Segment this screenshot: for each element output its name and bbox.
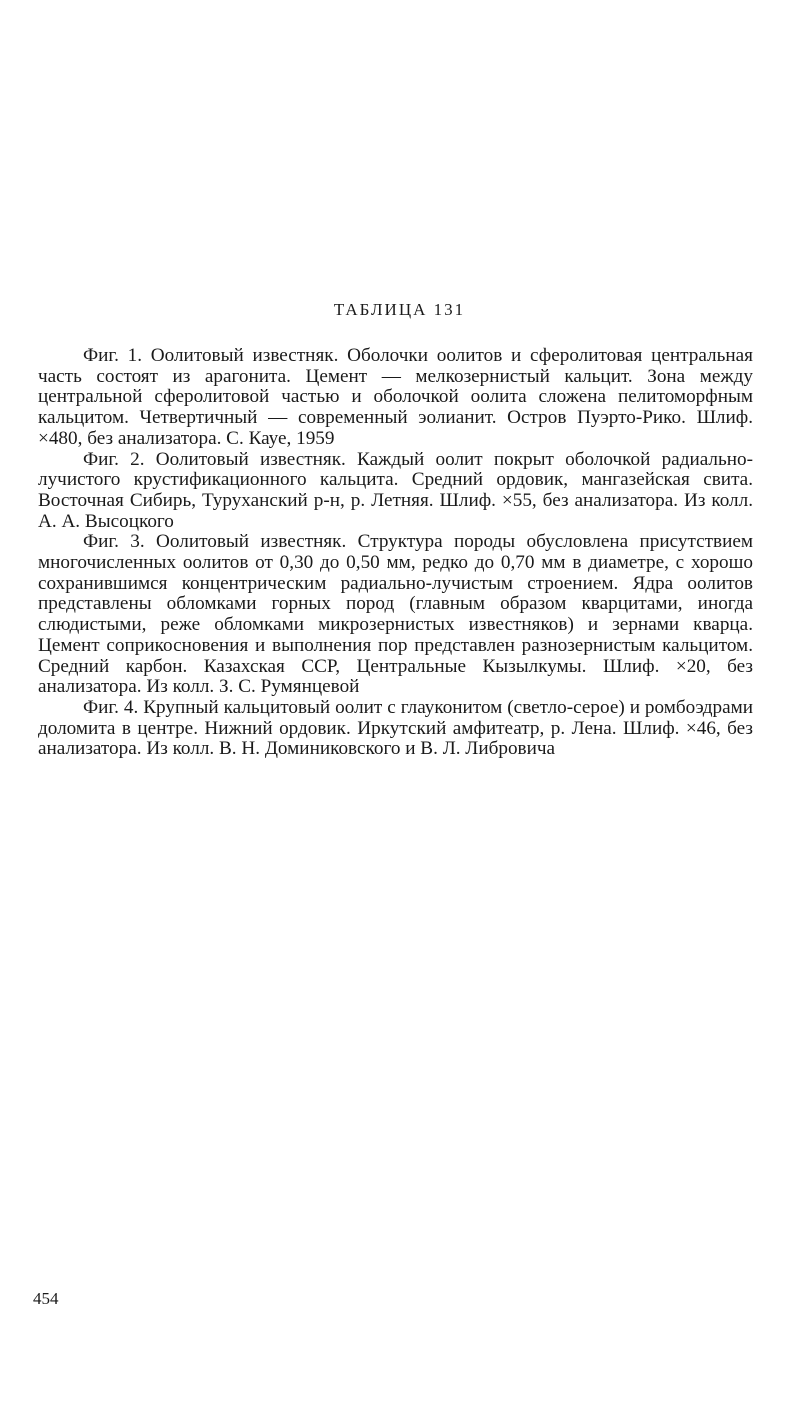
- figure-caption-1: Фиг. 1. Оолитовый известняк. Оболочки оолитов и сферолитовая центральная часть состоят из арагонита. Цемент — мелкозернистый кальцит. Зона между центральной сферолитовой частью и оболочкой оолита сложена пелитоморфным кальцитом. Четвертичный — современный эолианит. Остров Пуэрто-Рико. Шлиф. ×480, без анализатора. С. Кауе, 1959: [38, 345, 753, 449]
- table-title: ТАБЛИЦА 131: [333, 300, 466, 319]
- figure-caption-3: Фиг. 3. Оолитовый известняк. Структура породы обусловлена присутствием многочисленных оолитов от 0,30 до 0,50 мм, редко до 0,70 мм в диаметре, с хорошо сохранившимся концентрическим радиально-лучистым строением. Ядра оолитов представлены обломками горных пород (главным образом кварцитами, иногда слюдистыми, реже обломками микрозернистых известняков) и зернами кварца. Цемент соприкосновения и выполнения пор представлен разнозернистым кальцитом. Средний карбон. Казахская ССР, Центральные Кызылкумы. Шлиф. ×20, без анализатора. Из колл. З. С. Румянцевой: [38, 531, 753, 698]
- page-number: 454: [33, 1289, 59, 1308]
- figure-caption-4: Фиг. 4. Крупный кальцитовый оолит с глауконитом (светло-серое) и ромбоэдрами доломита в центре. Нижний ордовик. Иркутский амфитеатр, р. Лена. Шлиф. ×46, без анализатора. Из колл. В. Н. Доминиковского и В. Л. Либровича: [38, 696, 753, 760]
- figure-caption-2: Фиг. 2. Оолитовый известняк. Каждый оолит покрыт оболочкой радиально-лучистого крустификационного кальцита. Средний ордовик, мангазейская свита. Восточная Сибирь, Туруханский р-н, р. Летняя. Шлиф. ×55, без анализатора. Из колл. А. А. Высоцкого: [38, 448, 753, 532]
- figure-captions: [38, 346, 753, 760]
